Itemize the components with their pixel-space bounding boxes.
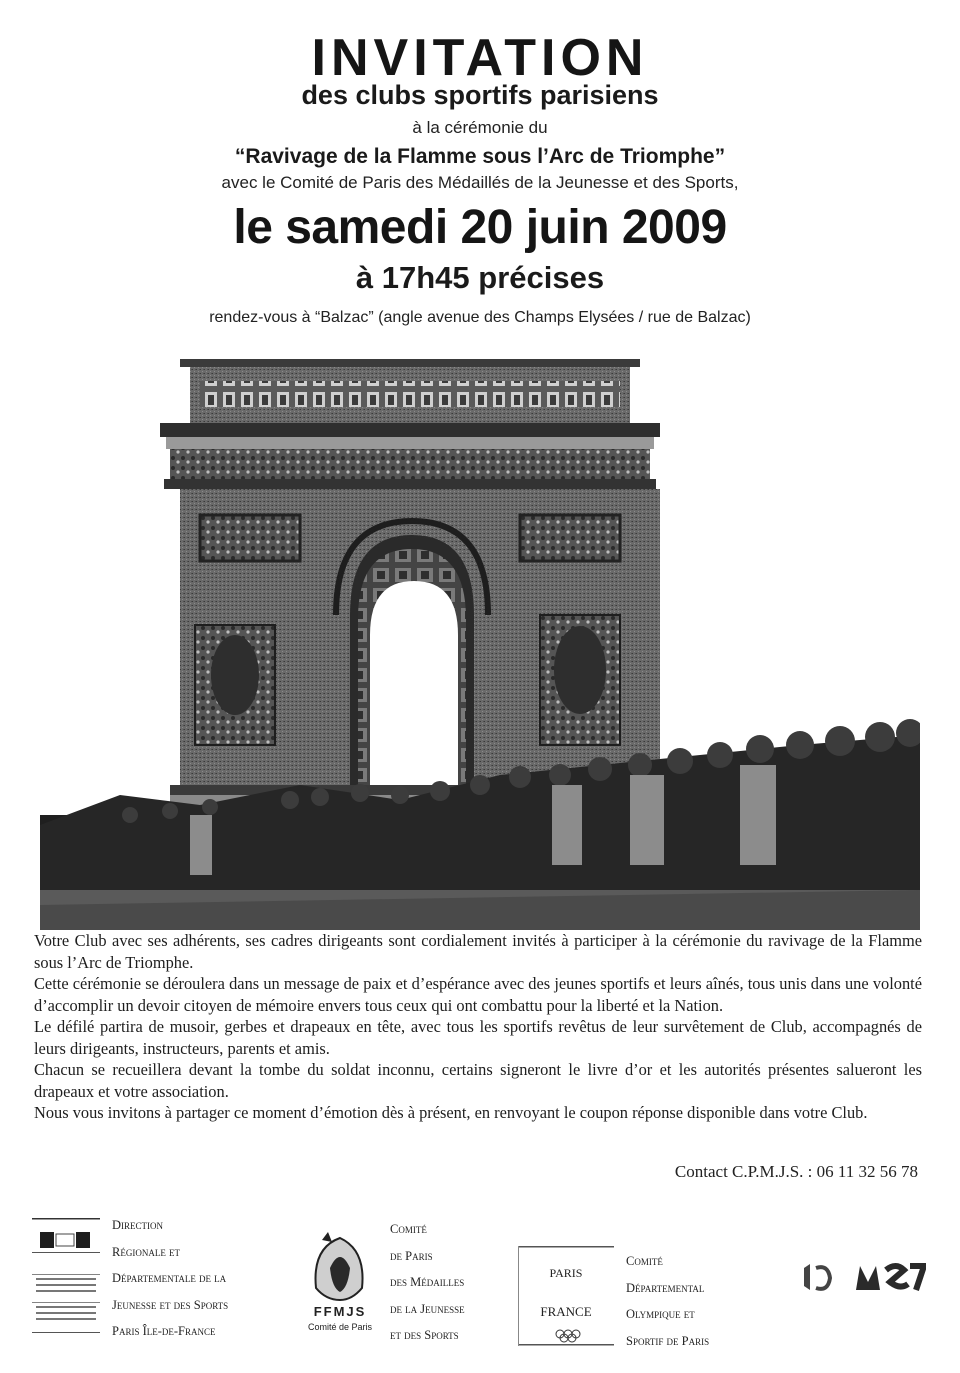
arc-de-triomphe-photo [40, 345, 920, 930]
fmjs-name: FFMJS [313, 1304, 367, 1319]
event-date: le samedi 20 juin 2009 [233, 201, 727, 254]
comite-line-1: Comité [390, 1222, 427, 1236]
ministry-line-4: Jeunesse et des Sports [112, 1297, 229, 1312]
event-time: à 17h45 précises [355, 260, 605, 295]
ministry-line-5: Paris Île-de-France [112, 1324, 216, 1338]
comite-line-4: de la Jeunesse [390, 1301, 465, 1316]
comite-name [390, 1216, 465, 1349]
contact-phone: Contact C.P.M.J.S. : 06 11 32 56 78 [674, 1162, 918, 1181]
ministry-line-1: Direction [112, 1218, 164, 1232]
sports-logo [800, 1260, 926, 1296]
ministry-line-2: Régionale et [112, 1244, 180, 1259]
invitation-title: INVITATION [311, 29, 649, 87]
arch-structure [160, 359, 670, 823]
ceremony-partner: avec le Comité de Paris des Médaillés de la Jeunesse et des Sports, [221, 173, 739, 192]
fmjs-subtitle: Comité de Paris [307, 1322, 373, 1332]
comite-line-2: de Paris [390, 1248, 433, 1263]
fmjs-logo [302, 1228, 378, 1336]
comite-line-3: des Médailles [390, 1275, 465, 1289]
body-paragraph-3: Le défilé partira de musoir, gerbes et drapeaux en tête, avec tous les sportifs revêtus de leur survêtement de Club, accompagnés de leurs dirigeants, instructeurs, parents et amis. [34, 1017, 922, 1058]
cdos-line-4: Sportif de Paris [626, 1333, 710, 1348]
body-paragraph-5: Nous vous invitons à partager ce moment d’émotion dès à présent, en renvoyant le coupon réponse disponible dans votre Club. [34, 1103, 868, 1122]
cdos-logo-paris: PARIS [549, 1266, 583, 1280]
comite-line-5: et des Sports [390, 1328, 459, 1342]
ceremony-intro: à la cérémonie du [412, 118, 548, 137]
body-paragraph-1: Votre Club avec ses adhérents, ses cadres dirigeants sont cordialement invités à participer à la cérémonie du ravivage de la Flamme sous l’Arc de Triomphe. [34, 931, 922, 972]
cdos-logo [516, 1246, 616, 1346]
cdos-logo-france: FRANCE [540, 1304, 592, 1319]
invitation-subtitle: des clubs sportifs parisiens [301, 80, 659, 110]
body-paragraph-2: Cette cérémonie se déroulera dans un message de paix et d’espérance avec des jeunes sportifs et leurs aînés, tous unis dans une volonté d’accomplir un devoir citoyen de mémoire envers tous ceux qui ont combattu pour la liberté et la Nation. [34, 974, 922, 1015]
ministry-logo [30, 1218, 102, 1336]
ministry-name [112, 1212, 228, 1345]
meeting-point: rendez-vous à “Balzac” (angle avenue des Champs Elysées / rue de Balzac) [209, 309, 751, 326]
cdos-line-2: Départemental [626, 1280, 705, 1295]
ministry-line-3: Départementale de la [112, 1271, 227, 1285]
cdos-line-3: Olympique et [626, 1307, 695, 1321]
body-paragraph-4: Chacun se recueillera devant la tombe du soldat inconnu, certains signeront le livre d’or et les autorités présentes salueront les drapeaux et votre association. [34, 1060, 922, 1101]
cdos-line-1: Comité [626, 1254, 663, 1268]
invitation-body [34, 930, 922, 1124]
cdos-name [626, 1248, 709, 1354]
ceremony-name: “Ravivage de la Flamme sous l’Arc de Triomphe” [234, 145, 726, 168]
